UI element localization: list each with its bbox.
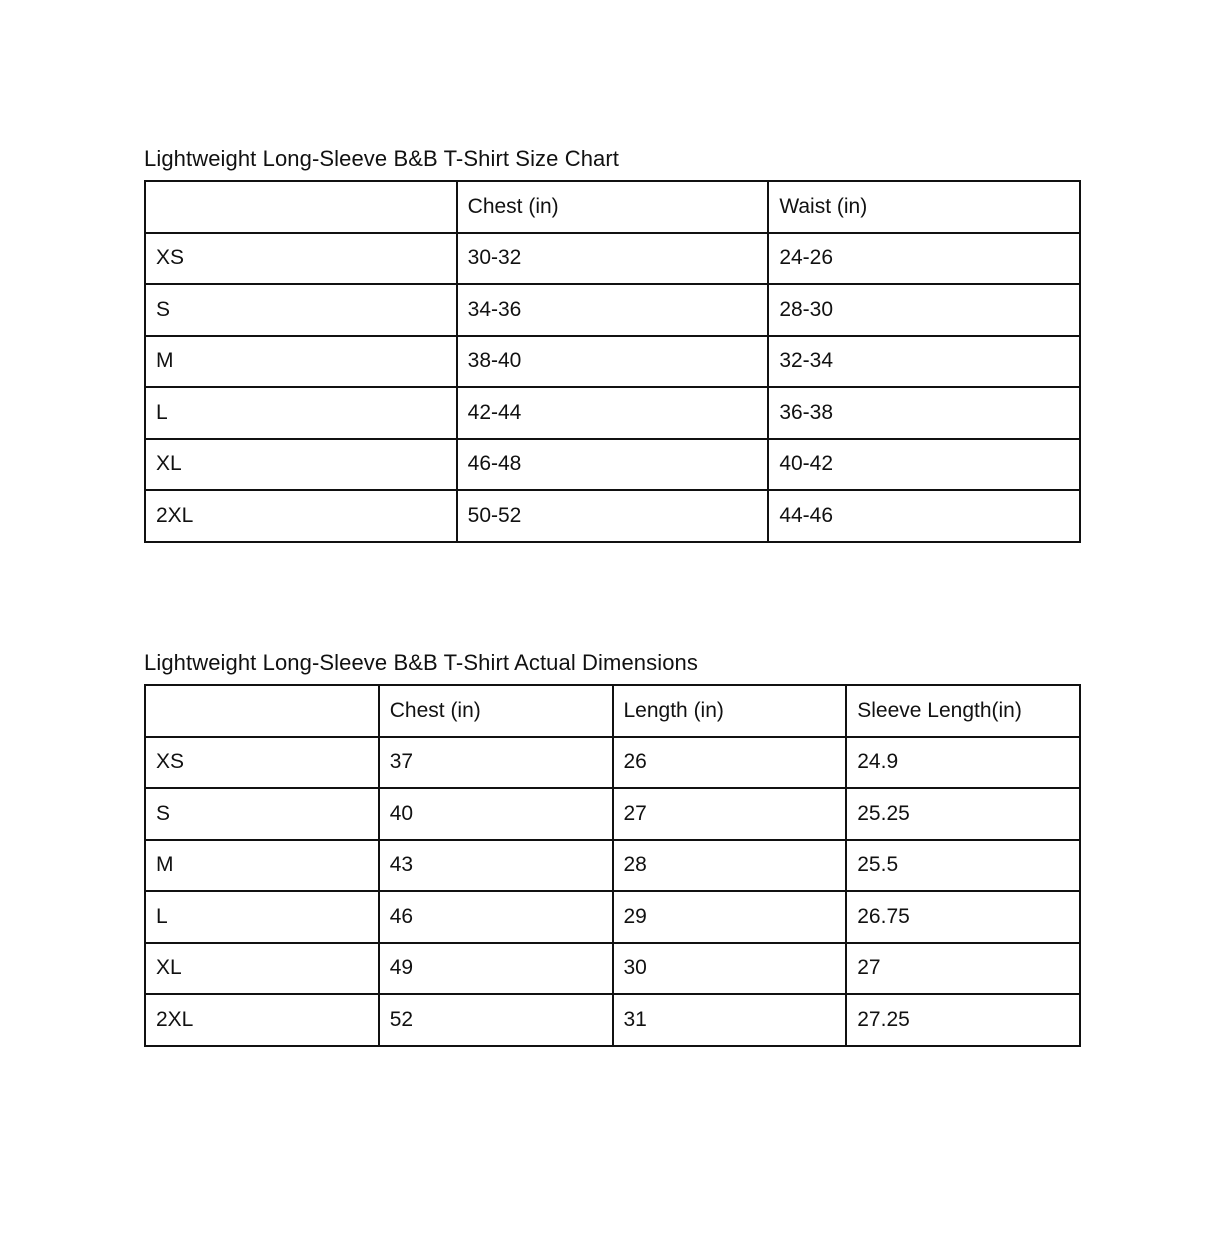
waist-cell: 28-30	[768, 284, 1080, 336]
sleeve-length-cell: 25.5	[846, 840, 1080, 892]
size-chart-section	[144, 145, 1081, 543]
table-header-row	[145, 685, 1080, 737]
chest-cell: 43	[379, 840, 613, 892]
length-cell: 29	[613, 891, 847, 943]
size-cell: 2XL	[145, 994, 379, 1046]
header-chest: Chest (in)	[457, 181, 769, 233]
table-row	[145, 737, 1080, 789]
sleeve-length-cell: 24.9	[846, 737, 1080, 789]
table-header-row	[145, 181, 1080, 233]
table-row	[145, 439, 1080, 491]
sleeve-length-cell: 27.25	[846, 994, 1080, 1046]
table-row	[145, 284, 1080, 336]
header-sleeve-length: Sleeve Length(in)	[846, 685, 1080, 737]
size-cell: S	[145, 284, 457, 336]
size-cell: M	[145, 840, 379, 892]
chest-cell: 49	[379, 943, 613, 995]
header-chest: Chest (in)	[379, 685, 613, 737]
chest-cell: 38-40	[457, 336, 769, 388]
waist-cell: 32-34	[768, 336, 1080, 388]
sleeve-length-cell: 27	[846, 943, 1080, 995]
table-row	[145, 387, 1080, 439]
size-cell: XS	[145, 737, 379, 789]
chest-cell: 46	[379, 891, 613, 943]
size-cell: 2XL	[145, 490, 457, 542]
sleeve-length-cell: 25.25	[846, 788, 1080, 840]
header-waist: Waist (in)	[768, 181, 1080, 233]
size-cell: L	[145, 387, 457, 439]
size-chart-table	[144, 180, 1081, 543]
actual-dimensions-section	[144, 649, 1081, 1047]
chest-cell: 50-52	[457, 490, 769, 542]
size-chart-title: Lightweight Long-Sleeve B&B T-Shirt Size Chart	[144, 146, 619, 171]
size-cell: XS	[145, 233, 457, 285]
header-length: Length (in)	[613, 685, 847, 737]
size-cell: XL	[145, 943, 379, 995]
waist-cell: 24-26	[768, 233, 1080, 285]
length-cell: 27	[613, 788, 847, 840]
length-cell: 26	[613, 737, 847, 789]
chest-cell: 52	[379, 994, 613, 1046]
table-row	[145, 336, 1080, 388]
table-row	[145, 943, 1080, 995]
table-row	[145, 490, 1080, 542]
header-size	[145, 181, 457, 233]
length-cell: 31	[613, 994, 847, 1046]
table-row	[145, 233, 1080, 285]
table-row	[145, 891, 1080, 943]
size-cell: M	[145, 336, 457, 388]
chest-cell: 42-44	[457, 387, 769, 439]
size-cell: S	[145, 788, 379, 840]
waist-cell: 36-38	[768, 387, 1080, 439]
chest-cell: 30-32	[457, 233, 769, 285]
chest-cell: 37	[379, 737, 613, 789]
chest-cell: 40	[379, 788, 613, 840]
header-size	[145, 685, 379, 737]
actual-dimensions-table	[144, 684, 1081, 1047]
length-cell: 30	[613, 943, 847, 995]
length-cell: 28	[613, 840, 847, 892]
waist-cell: 40-42	[768, 439, 1080, 491]
table-row	[145, 994, 1080, 1046]
actual-dimensions-title: Lightweight Long-Sleeve B&B T-Shirt Actual Dimensions	[144, 650, 698, 675]
table-row	[145, 788, 1080, 840]
size-cell: XL	[145, 439, 457, 491]
table-row	[145, 840, 1080, 892]
chest-cell: 34-36	[457, 284, 769, 336]
chest-cell: 46-48	[457, 439, 769, 491]
sleeve-length-cell: 26.75	[846, 891, 1080, 943]
size-cell: L	[145, 891, 379, 943]
waist-cell: 44-46	[768, 490, 1080, 542]
